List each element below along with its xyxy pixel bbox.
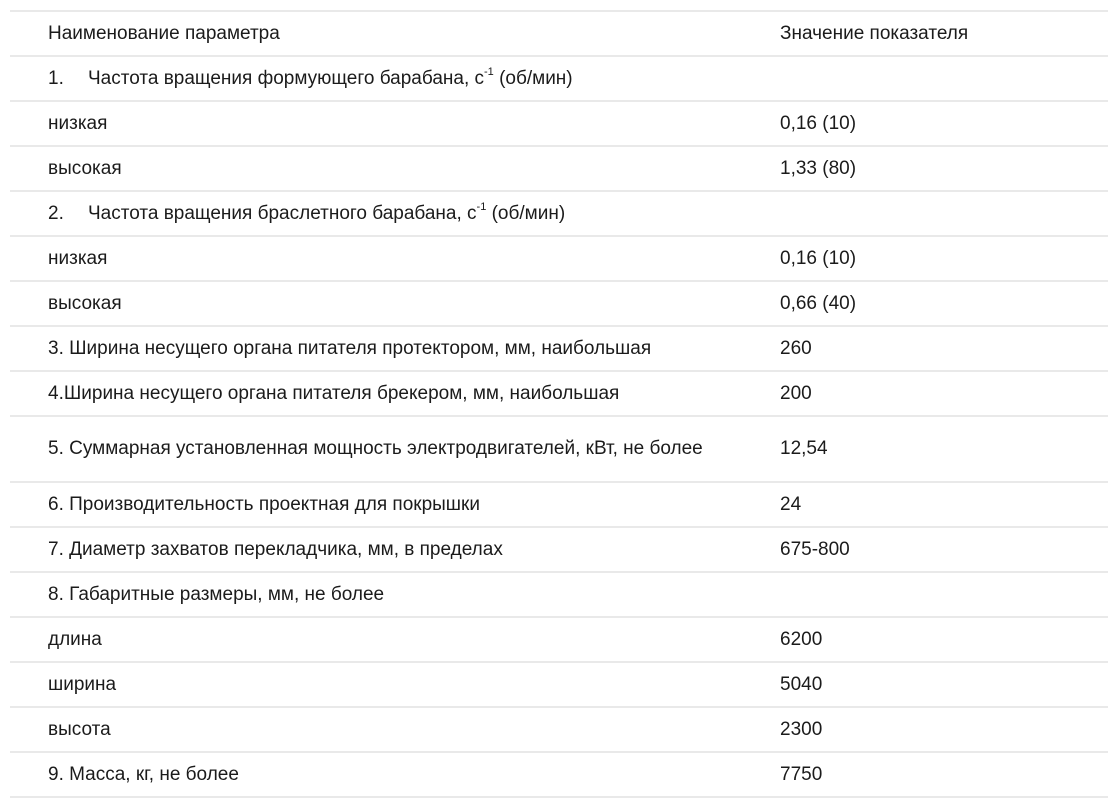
header-parameter-name: Наименование параметра: [10, 11, 742, 56]
table-row: [10, 56, 1108, 101]
row-number: 1.: [48, 67, 64, 89]
parameter-name: низкая: [10, 236, 742, 281]
parameter-value: 5040: [742, 662, 1108, 707]
parameter-name-suffix: (об/мин): [493, 67, 573, 89]
table-row: [10, 572, 1108, 617]
parameter-name: высота: [10, 707, 742, 752]
superscript: -1: [476, 201, 487, 214]
spec-table: [10, 10, 1108, 798]
superscript: -1: [484, 66, 494, 79]
table-row: [10, 527, 1108, 572]
parameter-name-suffix: (об/мин): [486, 202, 566, 224]
parameter-name: [10, 191, 742, 236]
parameter-name: высокая: [10, 281, 742, 326]
parameter-value: 0,16 (10): [742, 101, 1108, 146]
parameter-name-text: Частота вращения браслетного барабана, с: [88, 202, 477, 224]
parameter-name: низкая: [10, 101, 742, 146]
table-row: [10, 146, 1108, 191]
parameter-name-text: Частота вращения формующего барабана, с: [88, 67, 485, 89]
table-row: [10, 662, 1108, 707]
table-header-row: [10, 11, 1108, 56]
parameter-name: 5. Суммарная установленная мощность электродвигателей, кВт, не более: [10, 416, 742, 482]
parameter-value: 0,16 (10): [742, 236, 1108, 281]
parameter-name: 4.Ширина несущего органа питателя брекером, мм, наибольшая: [10, 371, 742, 416]
table-row: [10, 707, 1108, 752]
parameter-name: 9. Масса, кг, не более: [10, 752, 742, 797]
parameter-name: 6. Производительность проектная для покрышки: [10, 482, 742, 527]
table-row: [10, 236, 1108, 281]
parameter-value: [742, 56, 1108, 101]
parameter-name: 7. Диаметр захватов перекладчика, мм, в пределах: [10, 527, 742, 572]
parameter-value: 12,54: [742, 416, 1108, 482]
table-row: [10, 617, 1108, 662]
parameter-value: 6200: [742, 617, 1108, 662]
parameter-value: 675-800: [742, 527, 1108, 572]
parameter-value: 0,66 (40): [742, 281, 1108, 326]
parameter-name: длина: [10, 617, 742, 662]
parameter-value: 1,33 (80): [742, 146, 1108, 191]
table-row: [10, 101, 1108, 146]
table-row: [10, 482, 1108, 527]
parameter-name: [10, 56, 742, 101]
parameter-value: 200: [742, 371, 1108, 416]
parameter-value: [742, 191, 1108, 236]
table-row: [10, 752, 1108, 797]
parameter-name: ширина: [10, 662, 742, 707]
header-parameter-value: Значение показателя: [742, 11, 1108, 56]
parameter-value: 2300: [742, 707, 1108, 752]
table-row: [10, 326, 1108, 371]
spec-table-container: [10, 10, 1108, 798]
row-number: 2.: [48, 202, 64, 224]
table-row: [10, 416, 1108, 482]
table-row: [10, 191, 1108, 236]
table-row: [10, 281, 1108, 326]
parameter-value: 7750: [742, 752, 1108, 797]
table-row: [10, 371, 1108, 416]
parameter-value: 260: [742, 326, 1108, 371]
parameter-name: 3. Ширина несущего органа питателя протектором, мм, наибольшая: [10, 326, 742, 371]
parameter-name: высокая: [10, 146, 742, 191]
parameter-name: 8. Габаритные размеры, мм, не более: [10, 572, 742, 617]
parameter-value: 24: [742, 482, 1108, 527]
parameter-value: [742, 572, 1108, 617]
